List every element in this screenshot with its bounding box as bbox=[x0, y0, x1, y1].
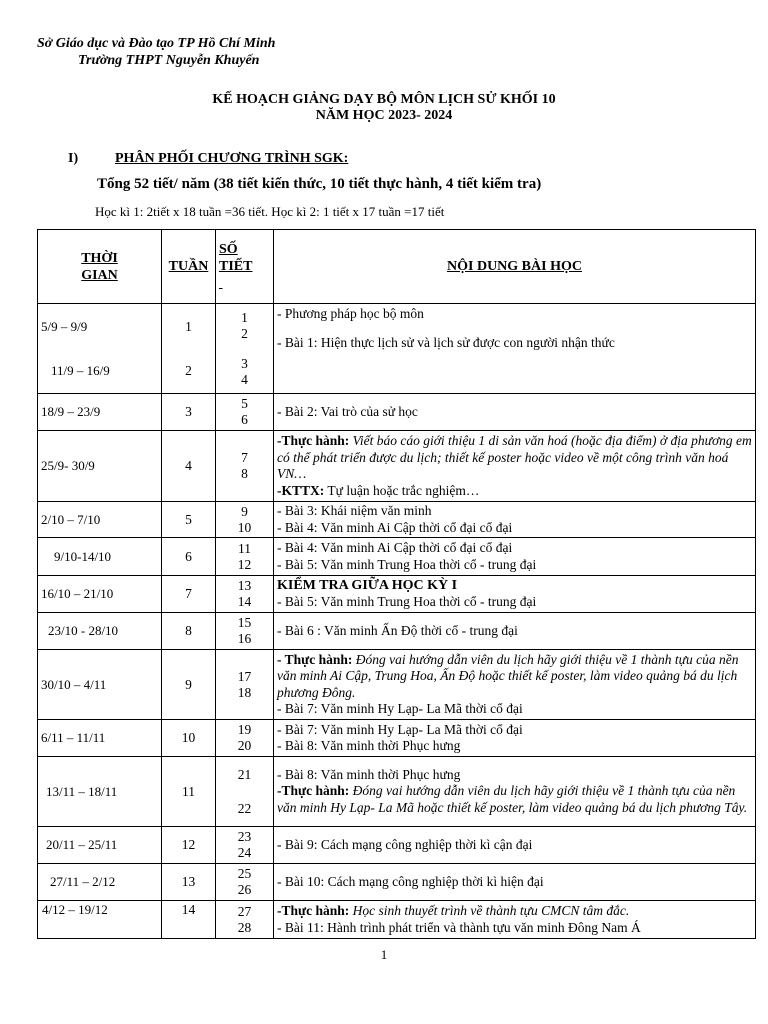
week-cell: 12 bbox=[162, 827, 216, 864]
school-name: Trường THPT Nguyễn Khuyến bbox=[78, 53, 260, 68]
table-row bbox=[38, 757, 756, 827]
time-cell: 23/10 - 28/10 bbox=[38, 613, 162, 650]
content-cell: - Bài 10: Cách mạng công nghiệp thời kì hiện đại bbox=[274, 864, 756, 901]
table-row bbox=[38, 394, 756, 431]
week-cell: 6 bbox=[162, 538, 216, 576]
week-cell: 4 bbox=[162, 431, 216, 502]
school-year: NĂM HỌC 2023- 2024 bbox=[315, 108, 453, 123]
section-number: I) bbox=[68, 151, 79, 166]
table-header-row bbox=[38, 230, 756, 304]
week-cell: 10 bbox=[162, 720, 216, 757]
time-cell: 4/12 – 19/12 bbox=[38, 901, 162, 939]
lesson-cell: 25 26 bbox=[216, 864, 274, 901]
section-title: PHÂN PHỐI CHƯƠNG TRÌNH SGK: bbox=[115, 151, 349, 166]
week-cell: 8 bbox=[162, 613, 216, 650]
content-cell: -Thực hành: Viết báo cáo giới thiệu 1 di sản văn hoá (hoặc địa điểm) ở địa phương em có thể phát triển được du lịch; thiết kế poster hoặc video về một công trình văn hoá VN… -KTTX: Tự luận hoặc trắc nghiệm… bbox=[274, 431, 756, 502]
week-cell: 11 bbox=[162, 757, 216, 827]
week-cell: 1 2 bbox=[162, 304, 216, 394]
lesson-cell: 1 2 3 4 bbox=[216, 304, 274, 394]
lesson-cell: 27 28 bbox=[216, 901, 274, 939]
content-cell: - Bài 4: Văn minh Ai Cập thời cổ đại cổ đại - Bài 5: Văn minh Trung Hoa thời cổ - trung đại bbox=[274, 538, 756, 576]
table-row bbox=[38, 304, 756, 394]
table-row bbox=[38, 613, 756, 650]
time-cell: 9/10-14/10 bbox=[38, 538, 162, 576]
table-row bbox=[38, 864, 756, 901]
time-cell: 27/11 – 2/12 bbox=[38, 864, 162, 901]
header-week: TUẦN bbox=[162, 230, 216, 304]
table-row bbox=[38, 576, 756, 613]
week-cell: 3 bbox=[162, 394, 216, 431]
content-cell: - Phương pháp học bộ môn - Bài 1: Hiện thực lịch sử và lịch sử được con người nhận thức bbox=[274, 304, 756, 394]
content-cell: - Thực hành: Đóng vai hướng dẫn viên du lịch hãy giới thiệu về 1 thành tựu của nền văn minh Ai Cập, Trung Hoa, Ấn Độ hoặc thiết kế poster, làm video quảng bá du lịch phương Đông. - Bài 7: Văn minh Hy Lạp- La Mã thời cổ đại bbox=[274, 650, 756, 720]
time-cell: 13/11 – 18/11 bbox=[38, 757, 162, 827]
week-cell: 7 bbox=[162, 576, 216, 613]
content-cell: KIỂM TRA GIỮA HỌC KỲ I - Bài 5: Văn minh Trung Hoa thời cổ - trung đại bbox=[274, 576, 756, 613]
week-cell: 5 bbox=[162, 502, 216, 538]
table-row bbox=[38, 720, 756, 757]
teaching-plan-table bbox=[37, 229, 756, 939]
content-cell: - Bài 6 : Văn minh Ấn Độ thời cổ - trung đại bbox=[274, 613, 756, 650]
header-content: NỘI DUNG BÀI HỌC bbox=[274, 230, 756, 304]
time-cell: 16/10 – 21/10 bbox=[38, 576, 162, 613]
lesson-cell: 17 18 bbox=[216, 650, 274, 720]
content-cell: - Bài 7: Văn minh Hy Lạp- La Mã thời cổ đại - Bài 8: Văn minh thời Phục hưng bbox=[274, 720, 756, 757]
header-lesson-number: SỐ TIẾT bbox=[216, 230, 274, 304]
header-time: THỜI GIAN bbox=[38, 230, 162, 304]
lesson-cell: 21 22 bbox=[216, 757, 274, 827]
content-cell: -Thực hành: Học sinh thuyết trình về thành tựu CMCN tâm đắc. - Bài 11: Hành trình phát triển và thành tựu văn minh Đông Nam Á bbox=[274, 901, 756, 939]
content-cell: - Bài 2: Vai trò của sử học bbox=[274, 394, 756, 431]
lesson-cell: 11 12 bbox=[216, 538, 274, 576]
time-cell: 2/10 – 7/10 bbox=[38, 502, 162, 538]
time-cell: 18/9 – 23/9 bbox=[38, 394, 162, 431]
time-cell: 5/9 – 9/9 11/9 – 16/9 bbox=[38, 304, 162, 394]
table-row bbox=[38, 538, 756, 576]
table-row bbox=[38, 650, 756, 720]
content-cell: - Bài 3: Khái niệm văn minh - Bài 4: Văn minh Ai Cập thời cổ đại cổ đại bbox=[274, 502, 756, 538]
lesson-cell: 19 20 bbox=[216, 720, 274, 757]
week-cell: 13 bbox=[162, 864, 216, 901]
lesson-cell: 15 16 bbox=[216, 613, 274, 650]
time-cell: 20/11 – 25/11 bbox=[38, 827, 162, 864]
document-title: KẾ HOẠCH GIẢNG DẠY BỘ MÔN LỊCH SỬ KHỐI 10 bbox=[212, 92, 556, 107]
week-cell: 14 bbox=[162, 901, 216, 939]
time-cell: 6/11 – 11/11 bbox=[38, 720, 162, 757]
department-name: Sở Giáo dục và Đào tạo TP Hồ Chí Minh bbox=[37, 36, 276, 51]
lesson-cell: 5 6 bbox=[216, 394, 274, 431]
total-lessons-summary: Tổng 52 tiết/ năm (38 tiết kiến thức, 10 tiết thực hành, 4 tiết kiểm tra) bbox=[97, 176, 542, 192]
content-cell: - Bài 8: Văn minh thời Phục hưng -Thực hành: Đóng vai hướng dẫn viên du lịch hãy giới thiệu về 1 thành tựu của nền văn minh Hy Lạp- La Mã hoặc thiết kế poster, làm video quảng bá du lịch phương Tây. bbox=[274, 757, 756, 827]
table-row bbox=[38, 827, 756, 864]
page-number: 1 bbox=[380, 947, 388, 962]
table-row bbox=[38, 431, 756, 502]
semester-note: Học kì 1: 2tiết x 18 tuần =36 tiết. Học kì 2: 1 tiết x 17 tuần =17 tiết bbox=[95, 204, 445, 219]
week-cell: 9 bbox=[162, 650, 216, 720]
lesson-cell: 13 14 bbox=[216, 576, 274, 613]
lesson-cell: 9 10 bbox=[216, 502, 274, 538]
content-cell: - Bài 9: Cách mạng công nghiệp thời kì cận đại bbox=[274, 827, 756, 864]
time-cell: 30/10 – 4/11 bbox=[38, 650, 162, 720]
lesson-cell: 23 24 bbox=[216, 827, 274, 864]
table-row bbox=[38, 502, 756, 538]
table-row bbox=[38, 901, 756, 939]
time-cell: 25/9- 30/9 bbox=[38, 431, 162, 502]
lesson-cell: 7 8 bbox=[216, 431, 274, 502]
